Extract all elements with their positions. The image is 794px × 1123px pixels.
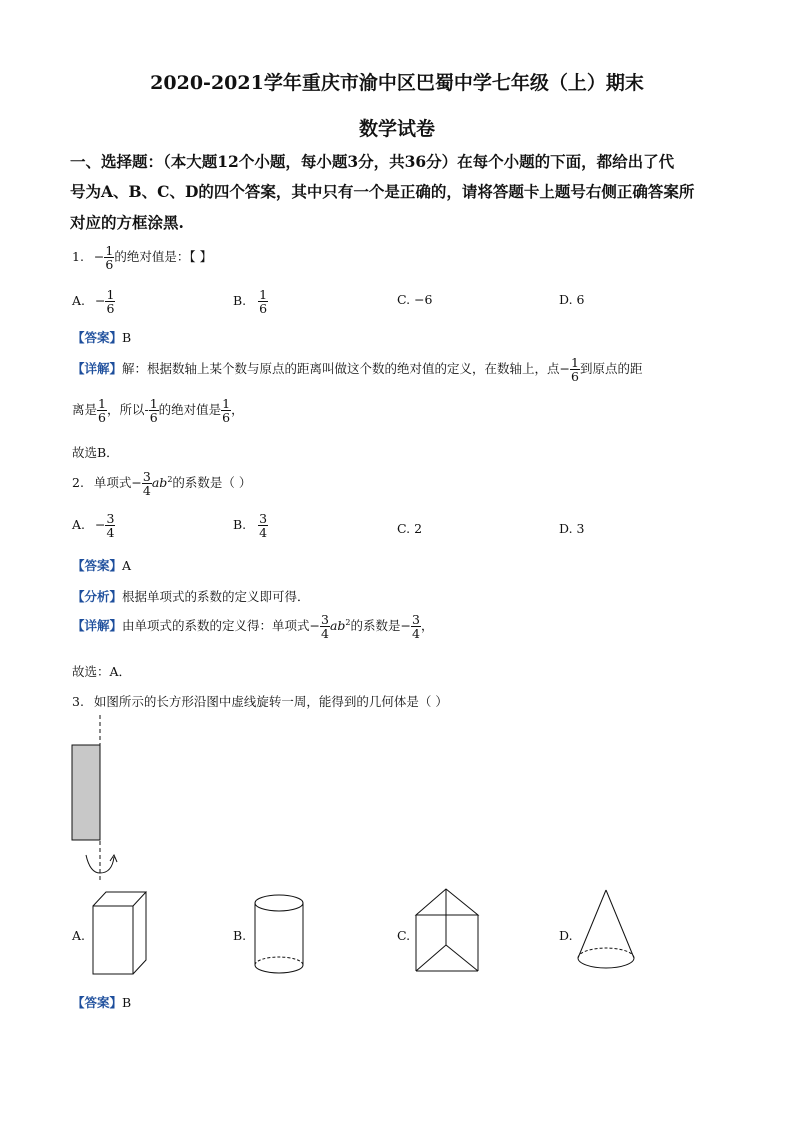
- detail-text: ，: [231, 402, 244, 418]
- q2-answer: [72, 556, 131, 574]
- q1-detail-line1: [72, 356, 642, 383]
- fraction-numerator: 3: [142, 469, 151, 484]
- fraction-denominator: 4: [142, 483, 151, 499]
- fraction-numerator: 1: [105, 243, 114, 258]
- minus-sign: −: [95, 517, 106, 533]
- variable: ab: [151, 475, 168, 491]
- fraction-numerator: 3: [321, 612, 329, 627]
- q1-option-d: D. 6: [559, 292, 585, 307]
- option-label: A.: [72, 293, 86, 309]
- q1-option-b: [233, 288, 268, 315]
- q3-option-b-label: B.: [233, 928, 247, 943]
- q3-answer: [72, 993, 131, 1011]
- fraction: [142, 470, 152, 497]
- q2-option-a: [72, 512, 115, 539]
- fraction-denominator: 6: [149, 410, 158, 426]
- q1-option-c: C. −6: [397, 292, 433, 307]
- q1-conclusion: 故选B．: [72, 445, 119, 460]
- rotation-figure: [60, 715, 140, 885]
- q3-option-c-label: C.: [397, 928, 411, 943]
- q2-analysis: [72, 587, 310, 605]
- q2-detail: [72, 613, 433, 640]
- fraction-denominator: 4: [412, 626, 420, 642]
- answer-label: 【答案】: [72, 558, 123, 573]
- fraction: [258, 512, 268, 539]
- q2-conclusion: 故选：A．: [72, 664, 132, 679]
- fraction-numerator: 3: [106, 511, 115, 526]
- option-label: B.: [233, 293, 247, 309]
- q3-option-d-label: D.: [559, 928, 573, 943]
- answer-value: A: [122, 558, 132, 573]
- minus-sign: −: [95, 293, 106, 309]
- question-2: [72, 470, 251, 497]
- fraction: [320, 613, 330, 640]
- q1-detail-line2: [72, 397, 244, 424]
- triangular-prism-figure: [412, 885, 492, 977]
- detail-text: 的系数是−: [350, 618, 411, 634]
- question-number: 1.: [72, 249, 84, 265]
- fraction: [258, 288, 268, 315]
- fraction: [411, 613, 421, 640]
- detail-text: ，所以-: [106, 402, 149, 418]
- fraction-denominator: 6: [105, 257, 114, 273]
- detail-text: ，: [420, 618, 434, 634]
- detail-text: 由单项式的系数的定义得：单项式−: [122, 618, 320, 634]
- detail-label: 【详解】: [72, 618, 123, 634]
- fraction: [221, 397, 231, 424]
- question-stem: 如图所示的长方形沿图中虚线旋转一周，能得到的几何体是（ ）: [93, 694, 448, 709]
- fraction: [149, 397, 159, 424]
- fraction: [97, 397, 107, 424]
- answer-label: 【答案】: [72, 330, 123, 345]
- minus-sign: −: [93, 249, 105, 265]
- fraction: [104, 244, 114, 271]
- analysis-text: 根据单项式的系数的定义即可得．: [122, 589, 310, 604]
- section-instructions-line1: 一、选择题：（本大题12个小题，每小题3分，共36分）在每个小题的下面，都给出了代: [70, 152, 675, 171]
- option-label: A.: [72, 517, 86, 533]
- fraction-numerator: 1: [222, 396, 231, 411]
- fraction-denominator: 6: [106, 301, 115, 317]
- fraction-numerator: 1: [106, 287, 115, 302]
- detail-text: 的绝对值是: [158, 402, 222, 418]
- question-number: 3.: [72, 694, 84, 709]
- detail-text: 到原点的距: [579, 361, 643, 377]
- fraction-numerator: 1: [98, 396, 106, 411]
- page-subtitle: 数学试卷: [358, 118, 435, 140]
- cuboid-figure: [88, 888, 150, 980]
- question-stem: 的绝对值是：【 】: [114, 249, 213, 265]
- variable: ab: [329, 618, 346, 634]
- detail-text: 解：根据数轴上某个数与原点的距离叫做这个数的绝对值的定义，在数轴上，点−: [122, 361, 570, 377]
- fraction: [105, 512, 115, 539]
- q1-option-a: [72, 288, 115, 315]
- fraction-denominator: 6: [259, 301, 268, 317]
- fraction-denominator: 4: [106, 525, 115, 541]
- question-stem: 的系数是（ ）: [172, 475, 252, 491]
- fraction-numerator: 1: [259, 287, 268, 302]
- fraction-denominator: 6: [222, 410, 231, 426]
- fraction: [105, 288, 115, 315]
- section-instructions-line2: 号为A、B、C、D的四个答案，其中只有一个是正确的，请将答题卡上题号右侧正确答案所: [70, 182, 695, 201]
- section-instructions-line3: 对应的方框涂黑.: [70, 213, 184, 232]
- question-1: [72, 244, 212, 271]
- q2-option-d: D. 3: [559, 521, 585, 536]
- detail-text: 离是: [72, 402, 98, 418]
- exponent: 2: [345, 617, 351, 627]
- fraction-denominator: 6: [571, 369, 579, 385]
- fraction-numerator: 3: [259, 511, 268, 526]
- fraction-denominator: 4: [321, 626, 329, 642]
- answer-value: B: [122, 330, 132, 345]
- fraction: [570, 356, 580, 383]
- fraction-numerator: 3: [412, 612, 420, 627]
- question-stem: 单项式−: [93, 475, 142, 491]
- answer-label: 【答案】: [72, 995, 123, 1010]
- fraction-numerator: 1: [149, 396, 158, 411]
- q3-option-a-label: A.: [72, 928, 86, 943]
- fraction-denominator: 6: [98, 410, 106, 426]
- page-title: 2020-2021学年重庆市渝中区巴蜀中学七年级（上）期末: [150, 72, 644, 94]
- cylinder-figure: [252, 893, 308, 977]
- exponent: 2: [167, 474, 173, 484]
- shaded-rectangle: [72, 745, 100, 840]
- question-3: [72, 692, 448, 710]
- q1-answer: [72, 328, 131, 346]
- q2-option-b: [233, 512, 268, 539]
- q2-option-c: C. 2: [397, 521, 423, 536]
- answer-value: B: [122, 995, 132, 1010]
- cone-figure: [575, 888, 639, 980]
- option-label: B.: [233, 517, 247, 533]
- detail-label: 【详解】: [72, 361, 123, 377]
- analysis-label: 【分析】: [72, 589, 123, 604]
- fraction-denominator: 4: [259, 525, 268, 541]
- question-number: 2.: [72, 475, 84, 491]
- fraction-numerator: 1: [571, 355, 579, 370]
